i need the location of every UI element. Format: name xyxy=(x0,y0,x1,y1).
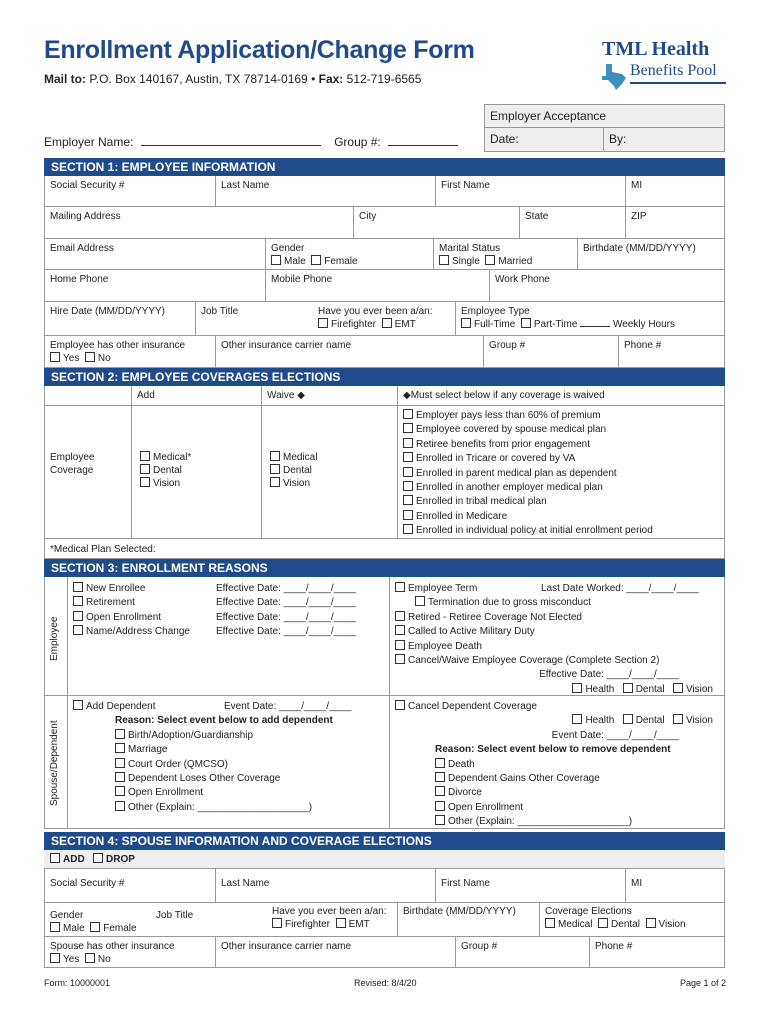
group-input[interactable] xyxy=(388,136,458,146)
s3-employee-row xyxy=(45,577,724,696)
employee-reason-effective-date[interactable]: Effective Date: ____/____/____ xyxy=(216,583,356,594)
waive-reason-checkbox[interactable] xyxy=(403,481,413,491)
single-checkbox[interactable] xyxy=(439,255,449,265)
remove-dependent-reason-label: Divorce xyxy=(448,787,482,799)
weekly-hours-label: Weekly Hours xyxy=(612,319,676,330)
event-date[interactable]: Event Date: ____/____/____ xyxy=(224,701,352,712)
state-field[interactable]: State xyxy=(519,207,625,238)
add-dependent-reason-item xyxy=(115,801,384,815)
male-label: Male xyxy=(284,256,306,267)
employee-reason-item xyxy=(73,611,384,625)
mi-field[interactable]: MI xyxy=(625,176,724,206)
section2-table xyxy=(44,386,725,559)
female-checkbox[interactable] xyxy=(311,255,321,265)
employee-reason-item xyxy=(73,625,384,639)
remove-dependent-reason-checkbox[interactable] xyxy=(435,758,445,768)
fax-number: 512-719-6565 xyxy=(346,72,422,86)
last-date-worked[interactable]: Last Date Worked: ____/____/____ xyxy=(541,583,699,594)
remove-dependent-reason-label: Death xyxy=(448,758,475,770)
married-label: Married xyxy=(498,256,533,267)
first-name-field[interactable]: First Name xyxy=(435,176,625,206)
waive-reason-item xyxy=(403,409,719,423)
employee-reasons-left xyxy=(67,577,389,695)
remove-dependent-reason-checkbox[interactable] xyxy=(435,815,445,825)
waive-reason-checkbox[interactable] xyxy=(403,510,413,520)
spouse-coverage-group: Coverage Elections Medical Dental Vision xyxy=(539,903,724,936)
waive-medical-checkbox[interactable] xyxy=(270,451,280,461)
tml-logo xyxy=(600,38,730,96)
employee-coverage-label: Employee Coverage xyxy=(50,452,95,476)
dep-vision-checkbox[interactable] xyxy=(673,714,683,724)
employee-change-item xyxy=(395,654,719,668)
employee-reason-label: Name/Address Change xyxy=(86,626,190,638)
employer-name-label: Employer Name: xyxy=(44,135,134,149)
waive-reason-item xyxy=(403,524,719,538)
employee-change-item xyxy=(395,611,719,625)
group-label: Group #: xyxy=(334,135,381,149)
spouse-mi-field[interactable]: MI xyxy=(625,869,724,902)
s4-row1 xyxy=(45,869,724,903)
dep-dental-checkbox[interactable] xyxy=(623,714,633,724)
male-checkbox[interactable] xyxy=(271,255,281,265)
employer-acceptance-label: Employer Acceptance xyxy=(485,105,724,128)
occupation-group xyxy=(313,302,455,335)
page-number: Page 1 of 2 xyxy=(680,978,727,988)
remove-dependent-reason-item xyxy=(435,772,719,786)
spouse-firefighter-checkbox[interactable] xyxy=(272,918,282,928)
waive-reason-label: Employee covered by spouse medical plan xyxy=(416,424,607,436)
bullet: • xyxy=(311,72,316,86)
employee-change-checkbox[interactable] xyxy=(395,640,405,650)
section2-header: SECTION 2: EMPLOYEE COVERAGES ELECTIONS xyxy=(44,368,725,386)
add-dependent-reason-item xyxy=(115,758,384,772)
waive-column-label: Waive ◆ xyxy=(261,386,397,405)
spouse-drop-checkbox[interactable] xyxy=(93,853,103,863)
employee-change-label: Cancel/Waive Employee Coverage (Complete Section 2) xyxy=(408,655,660,667)
s2-foot-row xyxy=(45,539,724,558)
waive-reason-label: Retiree benefits from prior engagement xyxy=(416,438,590,450)
add-dependent-reason-item xyxy=(115,743,384,757)
remove-dependent-reason-item xyxy=(435,786,719,800)
cancel-effective-date[interactable]: Effective Date: ____/____/____ xyxy=(539,669,679,681)
mailing-address-field[interactable]: Mailing Address xyxy=(50,211,121,222)
mail-label: Mail to: xyxy=(44,72,86,86)
spouse-group-number-field[interactable]: Group # xyxy=(455,937,589,968)
spouse-dependent-side-label: Spouse/Dependent xyxy=(49,720,60,806)
marital-group xyxy=(433,239,577,269)
add-dependent-reason-item xyxy=(115,786,384,800)
other-ins-no-checkbox[interactable] xyxy=(85,352,95,362)
s1-row6 xyxy=(45,336,724,367)
remove-dependent-reason-label: Dependent Gains Other Coverage xyxy=(448,773,600,785)
waive-reason-item xyxy=(403,438,719,452)
hire-date-field[interactable]: Hire Date (MM/DD/YYYY) xyxy=(50,306,166,317)
page-title: Enrollment Application/Change Form xyxy=(44,36,475,64)
employee-reason-effective-date[interactable]: Effective Date: ____/____/____ xyxy=(216,626,356,638)
married-checkbox[interactable] xyxy=(485,255,495,265)
have-been-label: Have you ever been a/an: xyxy=(318,306,433,317)
s3-dependent-row xyxy=(45,696,724,829)
employee-reason-label: Retirement xyxy=(86,597,135,609)
s2-head-row xyxy=(45,386,724,406)
remove-dependent-reason-item xyxy=(435,758,719,772)
waive-reasons-list xyxy=(397,406,724,538)
other-carrier-field[interactable]: Other insurance carrier name xyxy=(215,336,483,367)
add-dependent-reason-checkbox[interactable] xyxy=(115,729,125,739)
add-dependent-reason-label: Open Enrollment xyxy=(128,787,204,799)
employee-reason-checkbox[interactable] xyxy=(73,582,83,592)
acceptance-by-field[interactable]: By: xyxy=(609,132,627,146)
waive-reason-checkbox[interactable] xyxy=(403,423,413,433)
spouse-vision-checkbox[interactable] xyxy=(646,918,656,928)
employee-change-checkbox[interactable] xyxy=(395,611,405,621)
employee-reasons-right: Employee Term Last Date Worked: ____/____/____ Termination due to gross misconduct Retired - Retiree Coverage Not Elected Called to Active Military Duty Employee Death Cancel/Waive Employee Coverage (Complete Section 2) Effective Date: ____/____/____ Health Dental Vision xyxy=(389,577,724,695)
remove-dependent-reason-label: Open Enrollment xyxy=(448,801,524,813)
zip-field[interactable]: ZIP xyxy=(625,207,724,238)
spouse-female-checkbox[interactable] xyxy=(90,922,100,932)
waive-reason-item xyxy=(403,495,719,509)
employer-name-line xyxy=(44,135,458,149)
logo-underline xyxy=(630,82,726,84)
add-medical-checkbox[interactable] xyxy=(140,451,150,461)
employee-change-item xyxy=(395,625,719,639)
full-time-label: Full-Time xyxy=(474,319,516,330)
spouse-male-checkbox[interactable] xyxy=(50,922,60,932)
phone-number-field[interactable]: Phone # xyxy=(618,336,724,367)
work-phone-field[interactable]: Work Phone xyxy=(489,270,724,301)
section1-table xyxy=(44,176,725,368)
add-dependent-reason-checkbox[interactable] xyxy=(115,786,125,796)
waive-reason-item xyxy=(403,423,719,437)
s1-row5 xyxy=(45,302,724,336)
employee-reason-checkbox[interactable] xyxy=(73,611,83,621)
employee-reason-item xyxy=(73,596,384,610)
female-label: Female xyxy=(324,256,358,267)
add-vision-checkbox[interactable] xyxy=(140,477,150,487)
waive-reason-checkbox[interactable] xyxy=(403,467,413,477)
reason-add-label: Reason: Select event below to add dependent xyxy=(115,715,333,727)
medical-plan-selected[interactable]: *Medical Plan Selected: xyxy=(50,544,156,555)
weekly-hours-input[interactable] xyxy=(580,319,610,327)
reason-remove-label: Reason: Select event below to remove dependent xyxy=(435,744,671,756)
employee-reason-label: Open Enrollment xyxy=(86,611,162,623)
emp-dental-checkbox[interactable] xyxy=(623,683,633,693)
form-number: Form: 10000001 xyxy=(44,978,111,988)
must-select-note: ◆Must select below if any coverage is waived xyxy=(397,386,724,405)
waive-coverage-group: Medical Dental Vision xyxy=(261,406,397,538)
emp-vision-checkbox[interactable] xyxy=(673,683,683,693)
spouse-dental-checkbox[interactable] xyxy=(598,918,608,928)
waive-reason-label: Enrolled in Medicare xyxy=(416,510,508,522)
s2-body-row xyxy=(45,406,724,539)
s4-row3 xyxy=(45,937,724,968)
add-dependent-reason-item xyxy=(115,729,384,743)
section3-table xyxy=(44,577,725,829)
spouse-add-checkbox[interactable] xyxy=(50,853,60,863)
spouse-phone-number-field[interactable]: Phone # xyxy=(589,937,724,968)
dep-health-checkbox[interactable] xyxy=(572,714,582,724)
employee-reason-label: New Enrollee xyxy=(86,583,146,594)
single-label: Single xyxy=(452,256,480,267)
s1-row1 xyxy=(45,176,724,207)
employee-change-label: Employee Death xyxy=(408,640,482,652)
acceptance-date-field[interactable]: Date: xyxy=(485,128,604,151)
waive-reason-label: Enrolled in tribal medical plan xyxy=(416,496,547,508)
employee-side-label: Employee xyxy=(49,616,60,661)
waive-reason-label: Enrolled in parent medical plan as dependent xyxy=(416,467,617,479)
waive-reason-item xyxy=(403,467,719,481)
employee-type-group xyxy=(455,302,724,335)
add-dependent-group: Add Dependent Event Date: ____/____/____ Reason: Select event below to add dependent Birth/Adoption/Guardianship Marriage Court Order (QMCSO) Dependent Loses Other Coverage Open Enrollment Other (Explain: ____________________) xyxy=(67,696,389,829)
waive-reason-label: Enrolled in individual policy at initial enrollment period xyxy=(416,525,653,537)
spouse-other-insurance-group: Spouse has other insurance Yes No xyxy=(50,941,175,965)
employee-change-label: Retired - Retiree Coverage Not Elected xyxy=(408,611,582,623)
remove-dependent-reason-checkbox[interactable] xyxy=(435,801,445,811)
add-dependent-checkbox[interactable] xyxy=(73,700,83,710)
employee-change-label: Called to Active Military Duty xyxy=(408,626,535,638)
s1-row2 xyxy=(45,207,724,239)
waive-reason-checkbox[interactable] xyxy=(403,495,413,505)
logo-line1: TML Health xyxy=(602,38,710,60)
waive-reason-checkbox[interactable] xyxy=(403,409,413,419)
cancel-dependent-group: Cancel Dependent Coverage Health Dental Vision Event Date: ____/____/____ Reason: Select event below to remove dependent Death Dependent Gains Other Coverage Divorce Open Enrollment Other (Explain: ____________________) xyxy=(389,696,724,829)
spouse-gender-group: Gender Male Female xyxy=(50,910,137,934)
cancel-event-date[interactable]: Event Date: ____/____/____ xyxy=(551,729,679,741)
spouse-first-name-field[interactable]: First Name xyxy=(435,869,625,902)
waive-reason-checkbox[interactable] xyxy=(403,524,413,534)
add-dependent-reason-label: Court Order (QMCSO) xyxy=(128,758,229,770)
waive-reason-checkbox[interactable] xyxy=(403,452,413,462)
spouse-birthdate-field[interactable]: Birthdate (MM/DD/YYYY) xyxy=(397,903,539,936)
mobile-phone-field[interactable]: Mobile Phone xyxy=(265,270,489,301)
marital-label: Marital Status xyxy=(439,243,501,254)
remove-dependent-reason-checkbox[interactable] xyxy=(435,772,445,782)
s1-row3 xyxy=(45,239,724,270)
add-dependent-reason-checkbox[interactable] xyxy=(115,743,125,753)
add-dependent-reason-label: Marriage xyxy=(128,744,168,756)
waive-reason-item xyxy=(403,510,719,524)
employee-reason-item xyxy=(73,582,384,596)
employee-reason-checkbox[interactable] xyxy=(73,596,83,606)
other-insurance-label: Employee has other insurance xyxy=(50,340,186,351)
spouse-emt-checkbox[interactable] xyxy=(336,918,346,928)
fax-label: Fax: xyxy=(318,72,344,86)
spouse-ssn-field[interactable]: Social Security # xyxy=(50,878,125,889)
other-ins-yes-checkbox[interactable] xyxy=(50,352,60,362)
spouse-last-name-field[interactable]: Last Name xyxy=(215,869,435,902)
other-insurance-group xyxy=(45,336,215,367)
firefighter-checkbox[interactable] xyxy=(318,318,328,328)
city-field[interactable]: City xyxy=(353,207,519,238)
s4-row2 xyxy=(45,903,724,937)
employee-change-checkbox[interactable] xyxy=(395,625,405,635)
waive-vision-checkbox[interactable] xyxy=(270,477,280,487)
cancel-dependent-checkbox[interactable] xyxy=(395,700,405,710)
spouse-occupation-group: Have you ever been a/an: Firefighter EMT xyxy=(272,906,387,930)
waive-dental-checkbox[interactable] xyxy=(270,464,280,474)
remove-dependent-reason-item xyxy=(435,815,719,829)
last-name-field[interactable]: Last Name xyxy=(215,176,435,206)
mail-address: P.O. Box 140167, Austin, TX 78714-0169 xyxy=(89,72,308,86)
waive-reason-label: Employer pays less than 60% of premium xyxy=(416,410,601,421)
waive-reason-label: Enrolled in Tricare or covered by VA xyxy=(416,453,576,465)
section3-header: SECTION 3: ENROLLMENT REASONS xyxy=(44,559,725,577)
employee-change-item xyxy=(395,640,719,654)
spouse-job-title-field[interactable]: Job Title xyxy=(156,910,194,921)
yes-label: Yes xyxy=(63,353,80,364)
emp-health-checkbox[interactable] xyxy=(572,683,582,693)
part-time-label: Part-Time xyxy=(533,319,578,330)
employee-change-checkbox[interactable] xyxy=(395,654,405,664)
add-dependent-reason-label: Dependent Loses Other Coverage xyxy=(128,773,281,785)
spouse-ins-no-checkbox[interactable] xyxy=(85,953,95,963)
remove-dependent-reason-label: Other (Explain: ____________________) xyxy=(448,816,633,828)
mail-to-line xyxy=(44,72,421,86)
remove-dependent-reason-item xyxy=(435,801,719,815)
add-dependent-reason-item xyxy=(115,772,384,786)
employee-term-checkbox[interactable] xyxy=(395,582,405,592)
full-time-checkbox[interactable] xyxy=(461,318,471,328)
spouse-other-carrier-field[interactable]: Other insurance carrier name xyxy=(215,937,455,968)
add-dependent-reason-checkbox[interactable] xyxy=(115,772,125,782)
employee-reason-checkbox[interactable] xyxy=(73,625,83,635)
gender-label: Gender xyxy=(271,243,305,254)
employer-name-input[interactable] xyxy=(141,136,321,146)
group-number-field[interactable]: Group # xyxy=(483,336,618,367)
s1-row4 xyxy=(45,270,724,302)
gender-group xyxy=(265,239,433,269)
email-field[interactable]: Email Address xyxy=(50,243,114,254)
logo-line2: Benefits Pool xyxy=(630,62,717,79)
add-dependent-reason-label: Birth/Adoption/Guardianship xyxy=(128,729,254,741)
texas-icon xyxy=(600,62,628,92)
section4-header: SECTION 4: SPOUSE INFORMATION AND COVERAGE ELECTIONS xyxy=(44,832,725,850)
section4-table xyxy=(44,868,725,968)
employer-acceptance-box xyxy=(484,104,725,152)
remove-dependent-reason-checkbox[interactable] xyxy=(435,786,445,796)
revised-date: Revised: 8/4/20 xyxy=(354,978,417,988)
add-dependent-reason-checkbox[interactable] xyxy=(115,801,125,811)
section1-header: SECTION 1: EMPLOYEE INFORMATION xyxy=(44,158,725,176)
birthdate-field[interactable]: Birthdate (MM/DD/YYYY) xyxy=(577,239,724,269)
waive-reason-item xyxy=(403,481,719,495)
employee-reason-effective-date[interactable]: Effective Date: ____/____/____ xyxy=(216,597,356,609)
employee-reason-effective-date[interactable]: Effective Date: ____/____/____ xyxy=(216,611,356,623)
ssn-field[interactable]: Social Security # xyxy=(50,180,125,191)
employee-type-label: Employee Type xyxy=(461,306,530,317)
add-coverage-group: Medical* Dental Vision xyxy=(131,406,261,538)
emt-checkbox[interactable] xyxy=(382,318,392,328)
add-dependent-reason-label: Other (Explain: ____________________) xyxy=(128,801,313,813)
firefighter-label: Firefighter xyxy=(331,319,377,330)
add-column-label: Add xyxy=(131,386,261,405)
add-dependent-reason-checkbox[interactable] xyxy=(115,758,125,768)
add-dental-checkbox[interactable] xyxy=(140,464,150,474)
emt-label: EMT xyxy=(394,319,416,330)
waive-reason-item xyxy=(403,452,719,466)
part-time-checkbox[interactable] xyxy=(521,318,531,328)
job-title-field[interactable]: Job Title xyxy=(195,302,313,335)
waive-reason-label: Enrolled in another employer medical plan xyxy=(416,482,603,494)
no-label: No xyxy=(97,353,111,364)
home-phone-field[interactable]: Home Phone xyxy=(50,274,109,285)
add-drop-bar: ADD DROP xyxy=(44,850,725,868)
spouse-ins-yes-checkbox[interactable] xyxy=(50,953,60,963)
waive-reason-checkbox[interactable] xyxy=(403,438,413,448)
termination-gross-checkbox[interactable] xyxy=(415,596,425,606)
spouse-medical-checkbox[interactable] xyxy=(545,918,555,928)
